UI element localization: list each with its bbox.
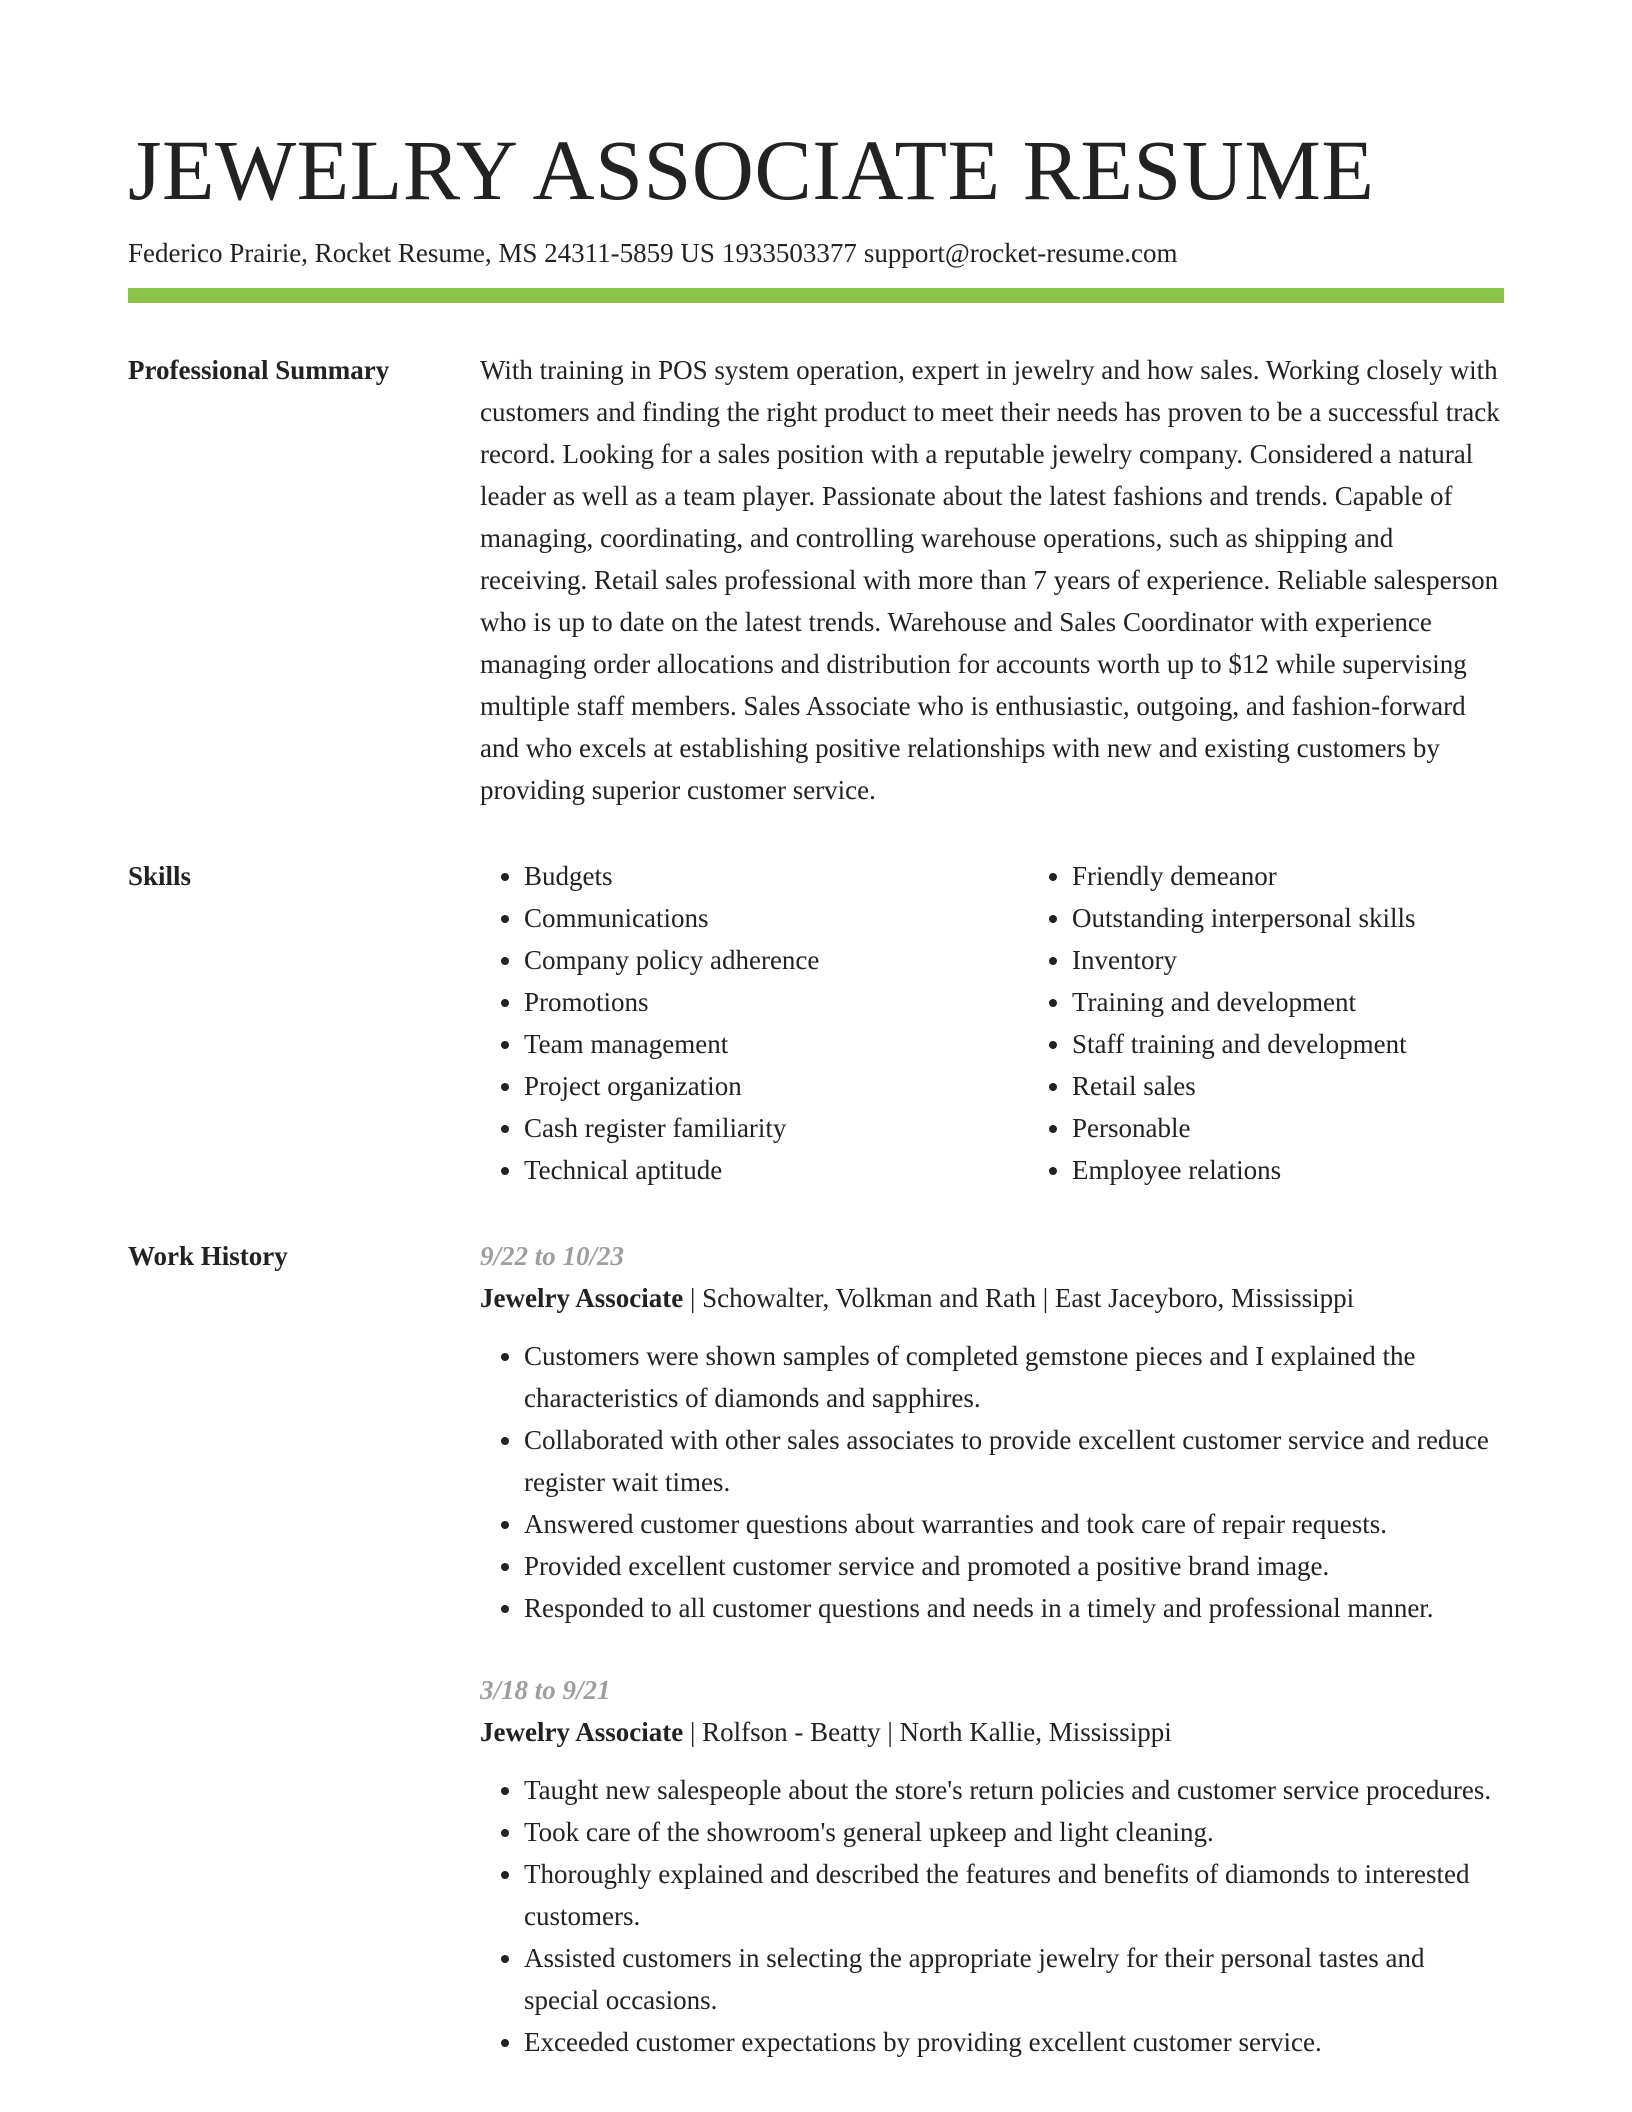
job-bullet: • Assisted customers in selecting the appropriate jewelry for their personal tastes and special occasions. xyxy=(524,1937,1504,2021)
job-title: Jewelry Associate xyxy=(480,1717,684,1747)
work-history-heading: Work History xyxy=(128,1241,288,1271)
skill-item: • Inventory xyxy=(1072,939,1576,981)
skills-list-left xyxy=(480,855,1028,1191)
resume-page xyxy=(128,120,1504,2063)
job-dates: 9/22 to 10/23 xyxy=(480,1241,625,1271)
skill-item: • Staff training and development xyxy=(1072,1023,1576,1065)
job-bullet: • Thoroughly explained and described the features and benefits of diamonds to interested customers. xyxy=(524,1853,1504,1937)
job-bullet-list xyxy=(480,1769,1504,2063)
skills-heading: Skills xyxy=(128,861,192,891)
job-employer-location: | Schowalter, Volkman and Rath | East Jaceyboro, Mississippi xyxy=(683,1283,1355,1313)
contact-line xyxy=(128,236,1504,270)
job-bullet: • Took care of the showroom's general upkeep and light cleaning. xyxy=(524,1811,1504,1853)
job-title-line xyxy=(480,1277,1504,1319)
skill-item: • Team management xyxy=(524,1023,1028,1065)
skill-item: • Promotions xyxy=(524,981,1028,1023)
skill-item: • Project organization xyxy=(524,1065,1028,1107)
skill-item: • Technical aptitude xyxy=(524,1149,1028,1191)
skill-item: • Friendly demeanor xyxy=(1072,855,1576,897)
job-dates: 3/18 to 9/21 xyxy=(480,1675,611,1705)
job-bullet: • Collaborated with other sales associates to provide excellent customer service and reduce register wait times. xyxy=(524,1419,1504,1503)
header-divider xyxy=(128,288,1504,303)
work-history-section xyxy=(128,1235,1504,2063)
job-entry xyxy=(480,1235,1504,1629)
skill-item: • Training and development xyxy=(1072,981,1576,1023)
job-bullet: • Customers were shown samples of completed gemstone pieces and I explained the characteristics of diamonds and sapphires. xyxy=(524,1335,1504,1419)
skill-item: • Budgets xyxy=(524,855,1028,897)
job-employer-location: | Rolfson - Beatty | North Kallie, Mississippi xyxy=(683,1717,1172,1747)
skills-section xyxy=(128,855,1504,1191)
skill-item: • Employee relations xyxy=(1072,1149,1576,1191)
skill-item: • Communications xyxy=(524,897,1028,939)
skill-item: • Cash register familiarity xyxy=(524,1107,1028,1149)
contact-address: Federico Prairie, Rocket Resume, MS 24311-5859 US xyxy=(128,238,715,268)
contact-email: support@rocket-resume.com xyxy=(863,238,1178,268)
summary-section xyxy=(128,349,1504,811)
skills-grid xyxy=(480,855,1576,1191)
skill-item: • Personable xyxy=(1072,1107,1576,1149)
job-bullet: • Provided excellent customer service and promoted a positive brand image. xyxy=(524,1545,1504,1587)
job-bullet: • Answered customer questions about warranties and took care of repair requests. xyxy=(524,1503,1504,1545)
job-title: Jewelry Associate xyxy=(480,1283,684,1313)
job-bullet-list xyxy=(480,1335,1504,1629)
summary-text: With training in POS system operation, expert in jewelry and how sales. Working closely with customers and finding the right product to meet their needs has proven to be a successful track record. Looking for a sales position with a reputable jewelry company. Considered a natural leader as well as a team player. Passionate about the latest fashions and trends. Capable of managing, coordinating, and controlling warehouse operations, such as shipping and receiving. Retail sales professional with more than 7 years of experience. Reliable salesperson who is up to date on the latest trends. Warehouse and Sales Coordinator with experience managing order allocations and distribution for accounts worth up to $12 while supervising multiple staff members. Sales Associate who is enthusiastic, outgoing, and fashion-forward and who excels at establishing positive relationships with new and existing customers by providing superior customer service. xyxy=(480,355,1500,805)
job-bullet: • Taught new salespeople about the store's return policies and customer service procedures. xyxy=(524,1769,1504,1811)
summary-heading: Professional Summary xyxy=(128,355,390,385)
job-bullet: • Exceeded customer expectations by providing excellent customer service. xyxy=(524,2021,1504,2063)
job-bullet: • Responded to all customer questions and needs in a timely and professional manner. xyxy=(524,1587,1504,1629)
job-entry xyxy=(480,1669,1504,2063)
skill-item: • Company policy adherence xyxy=(524,939,1028,981)
resume-title: JEWELRY ASSOCIATE RESUME xyxy=(128,122,1375,218)
skill-item: • Outstanding interpersonal skills xyxy=(1072,897,1576,939)
job-title-line xyxy=(480,1711,1504,1753)
skill-item: • Retail sales xyxy=(1072,1065,1576,1107)
contact-phone: 1933503377 xyxy=(721,238,857,268)
skills-list-right xyxy=(1028,855,1576,1191)
